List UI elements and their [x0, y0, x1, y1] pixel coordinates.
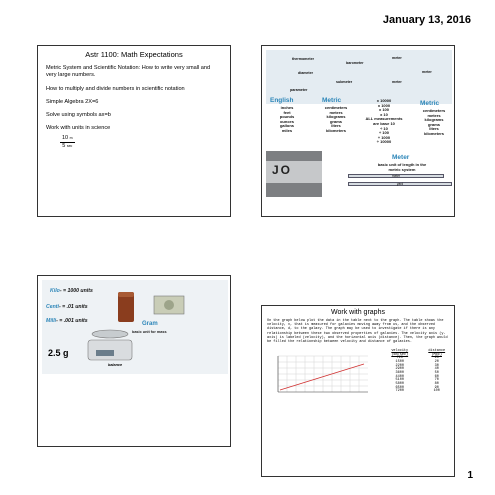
word-meter-3: meter: [392, 80, 402, 84]
page-number: 1: [467, 470, 473, 481]
prefixes-panel: [42, 280, 228, 374]
slide-title: Work with graphs: [331, 309, 385, 316]
distance-cell: 10: [434, 356, 439, 361]
velocity-cell: 5800: [395, 382, 404, 387]
meter-bar: meter: [348, 174, 444, 178]
metric-collage: [262, 46, 454, 216]
distance-cell: 90: [434, 385, 439, 390]
gram-description: basic unit for mass: [132, 330, 167, 334]
english-units: [272, 106, 302, 134]
velocity-distance-graph: [268, 352, 371, 398]
factor: ÷ 10: [380, 125, 388, 131]
slide-metric-prefixes: [37, 275, 231, 447]
factor: x 10: [380, 111, 388, 117]
ruler-photo: JO: [266, 151, 322, 197]
velocity-cell: 5100: [395, 378, 404, 383]
distance-cell: 60: [434, 374, 439, 379]
prefix-value: - = .001 units: [56, 318, 88, 324]
instructions-paragraph: On the graph below plot the data in the table next to the graph. The table shows the velocity, v, that is measured for galaxies moving away from us, and the observed distance, d, to the galaxy. The graph may be used to investigate if there is any relationship between these two observed properties of galaxies. The velocity axis (y-axis) is labeled (velocity), and the horizontal axis (distance). Then, the graph would be filled the relationship between velocity and distance of galaxies.: [267, 319, 448, 344]
metric-heading-right: Metric: [420, 100, 440, 107]
distance-cell: 20: [434, 360, 439, 365]
metric-unit: meters: [427, 112, 441, 118]
factor: x 100: [378, 107, 389, 113]
header-velocity: velocity (km/sec): [391, 349, 409, 357]
meter-heading: Meter: [392, 154, 410, 161]
metric-units-left: [318, 106, 354, 134]
metric-unit: liters: [331, 123, 341, 129]
distance-cell: 50: [434, 371, 439, 376]
fraction-example: [60, 135, 75, 150]
metric-unit: centimeters: [422, 108, 446, 113]
factor: ÷ 1000: [377, 134, 391, 140]
balance-label: balance: [108, 363, 123, 367]
prefix-name: Kilo: [50, 288, 60, 294]
fraction-numerator-unit: m: [69, 135, 73, 140]
word-barometer: barometer: [346, 61, 364, 65]
slide-work-with-graphs: [261, 305, 455, 477]
english-unit: miles: [281, 127, 293, 133]
velocity-distance-table: [380, 350, 454, 394]
english-unit: pounds: [279, 114, 295, 120]
prefix-value: - = 1000 units: [59, 288, 93, 294]
metric-unit: grams: [329, 118, 342, 124]
prefix-milli: [46, 318, 88, 324]
balance-pan-icon: [92, 330, 128, 338]
velocity-cell: 2900: [395, 367, 404, 372]
metric-units-right: [416, 109, 452, 137]
english-unit: inches: [280, 105, 294, 110]
metric-unit: liters: [429, 126, 439, 132]
prefix-name: Milli: [46, 318, 57, 324]
velocity-cell: 7200: [395, 389, 404, 394]
distance-cell: 70: [434, 378, 439, 383]
bullet-5: Work with units in science: [46, 125, 111, 132]
metric-unit: kilometers: [325, 127, 346, 133]
word-parameter: parameter: [290, 88, 308, 92]
word-meter-2: meter: [422, 70, 432, 74]
bullet-4: Solve using symbols ax=b: [46, 112, 111, 119]
mass-reading: 2.5 g: [48, 348, 69, 358]
metric-unit: kilograms: [326, 114, 346, 120]
header-distance: distance (Mpc): [428, 349, 446, 357]
fraction-denominator: 5: [62, 142, 66, 149]
factor: ALL measurements: [365, 116, 403, 122]
slide-metric-system: [261, 45, 455, 217]
yard-bar: yard: [348, 182, 452, 186]
english-heading: English: [270, 97, 294, 104]
bullet-2: How to multiply and divide numbers in scientific notation: [46, 85, 185, 92]
english-unit: feet: [283, 109, 291, 115]
fraction-numerator: 10: [62, 134, 69, 141]
slide-math-expectations: [37, 45, 231, 217]
factor: are base 10: [373, 120, 395, 126]
factor: x 10000: [376, 98, 392, 103]
distance-cell: 80: [434, 382, 439, 387]
table-row: [380, 390, 454, 394]
coin-and-dollar-image: [114, 288, 226, 326]
gram-heading: Gram: [142, 321, 158, 327]
metric-unit: kilometers: [423, 130, 444, 136]
balance-image: [82, 326, 138, 366]
prefix-kilo: [50, 288, 93, 294]
factor: ÷ 100: [379, 130, 389, 136]
word-thermometer: thermometer: [292, 57, 314, 61]
velocity-cell: 1500: [395, 360, 404, 365]
metric-heading-left: Metric: [322, 97, 342, 104]
meter-description: basic unit of length in the metric system: [377, 162, 427, 172]
english-unit: ounces: [279, 118, 294, 124]
prefix-centi: [46, 304, 88, 310]
velocity-cell: 6500: [395, 385, 404, 390]
slide-title: Astr 1100: Math Expectations: [85, 50, 183, 59]
base-ten-factors: [364, 99, 404, 145]
distance-cell: 100: [433, 389, 440, 394]
metric-unit: centimeters: [324, 105, 348, 110]
factor: ÷ 10000: [376, 139, 392, 145]
bullet-3: Simple Algebra 2X=6: [46, 98, 99, 105]
slide-body: [38, 59, 230, 150]
metric-unit: grams: [427, 121, 440, 127]
velocity-cell: 3600: [395, 371, 404, 376]
bullet-1: Metric System and Scientific Notation: How to write very small and very large numbers.: [46, 65, 211, 79]
metric-unit: meters: [329, 109, 343, 115]
velocity-cell: 2200: [395, 363, 404, 368]
distance-cell: 40: [434, 367, 439, 372]
word-submeter: submeter: [336, 80, 353, 84]
metric-unit: kilograms: [424, 117, 444, 123]
distance-cell: 30: [434, 363, 439, 368]
velocity-cell: 4400: [395, 374, 404, 379]
prefix-value: - = .01 units: [58, 304, 88, 310]
velocity-cell: 720: [396, 356, 403, 361]
prefix-name: Centi: [46, 304, 59, 310]
word-meter-1: meter: [392, 56, 402, 60]
english-unit: gallons: [279, 123, 294, 129]
fraction-denominator-unit: sec: [66, 143, 73, 148]
factor: x 1000: [377, 102, 391, 108]
word-diameter: diameter: [298, 71, 313, 75]
header-date: January 13, 2016: [382, 14, 471, 26]
